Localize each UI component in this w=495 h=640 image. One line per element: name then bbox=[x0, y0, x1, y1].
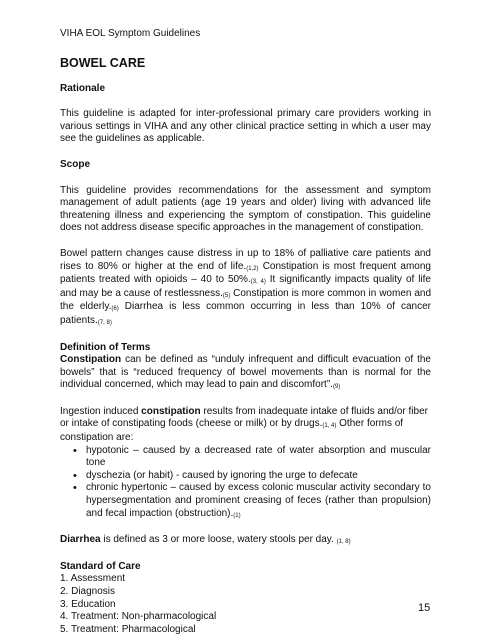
ingestion-term: constipation bbox=[141, 405, 201, 417]
scope-p2-text-b: Constipation is most frequent among patients treated with opioids – 40 to 50%. bbox=[60, 260, 431, 286]
list-item: 2. Diagnosis bbox=[60, 586, 116, 597]
citation: (1, 4) bbox=[322, 423, 337, 430]
list-item: 4. Treatment: Non-pharmacological bbox=[60, 611, 217, 623]
running-header: VIHA EOL Symptom Guidelines bbox=[60, 28, 201, 39]
citation: (9) bbox=[332, 384, 341, 391]
citation: (1,2) bbox=[246, 265, 259, 272]
list-item: • dyschezia (or habit) - caused by ignoring the urge to defecate bbox=[86, 470, 431, 483]
diarrhea-definition bbox=[60, 534, 431, 548]
scope-paragraph-2 bbox=[60, 248, 431, 329]
list-item: 3. Education bbox=[60, 598, 116, 610]
constipation-definition-text: can be defined as “unduly infrequent and difficult evacuation of the bowels” that is “reduced frequency of bowel movements than is normal for the individual concerned, which may lead to pain and discomfort”. bbox=[60, 354, 431, 391]
page-number: 15 bbox=[418, 602, 431, 614]
scope-p2-text-a: Bowel pattern changes cause distress in up to 18% of palliative care patients and rises to 80% or higher at the end of life. bbox=[60, 247, 431, 272]
ingestion-text-a: Ingestion induced bbox=[60, 405, 142, 417]
document-body bbox=[60, 57, 431, 636]
list-item-text: chronic hypertonic – caused by excess colonic muscular activity secondary to hypersegmentation and prominent creasing of feces (rather than propulsion) and fecal impaction (obstruction). bbox=[86, 482, 431, 519]
rationale-paragraph: This guideline is adapted for inter-professional primary care providers working in various settings in VIHA and any other clinical practice setting in which a user may see the guidelines as applicable. bbox=[60, 108, 431, 145]
citation: (5) bbox=[222, 292, 231, 299]
diarrhea-definition-text: is defined as 3 or more loose, watery stools per day. bbox=[100, 534, 334, 546]
rationale-heading: Rationale bbox=[60, 82, 106, 94]
scope-p2-text-c: It significantly impacts quality of life and may be a cause of restlessness. bbox=[60, 274, 431, 299]
scope-p2-text-e: Diarrhea is less common occurring in less than 10% of cancer patients. bbox=[60, 301, 431, 326]
standard-of-care-list bbox=[60, 573, 431, 636]
ingestion-text-c: Other forms of constipation are: bbox=[60, 418, 404, 444]
list-item bbox=[86, 482, 431, 521]
list-item: • hypotonic – caused by a decreased rate of water absorption and muscular tone bbox=[86, 445, 431, 470]
constipation-forms-list bbox=[60, 445, 431, 522]
scope-paragraph-1: This guideline provides recommendations for the assessment and symptom management of adult patients (age 19 years and older) living with advanced life threatening illness and experiencing the symptom of constipation. This guideline does not address disease specific approaches in the management of constipation. bbox=[60, 184, 431, 234]
diarrhea-term: Diarrhea bbox=[60, 534, 101, 546]
constipation-definition bbox=[60, 354, 431, 393]
definitions-heading: Definition of Terms bbox=[60, 341, 151, 353]
citation: (1, 8) bbox=[336, 539, 351, 546]
scope-p2-text-d: Constipation is more common in women and the elderly. bbox=[60, 287, 432, 313]
citation: (7, 8) bbox=[97, 319, 112, 326]
ingestion-text-b: results from inadequate intake of fluids and/or fiber or intake of constipating foods (cheese or milk) or by drugs. bbox=[60, 405, 428, 430]
list-item: 5. Treatment: Pharmacological bbox=[60, 623, 196, 635]
constipation-term: Constipation bbox=[60, 354, 122, 366]
citation: (6) bbox=[111, 306, 119, 313]
scope-heading: Scope bbox=[60, 158, 91, 170]
section-title: BOWEL CARE bbox=[60, 56, 146, 70]
ingestion-paragraph bbox=[60, 406, 431, 445]
citation: (1) bbox=[233, 512, 241, 519]
standard-of-care-heading: Standard of Care bbox=[60, 560, 141, 572]
citation: (3, 4) bbox=[250, 279, 266, 286]
list-item: 1. Assessment bbox=[60, 573, 126, 585]
